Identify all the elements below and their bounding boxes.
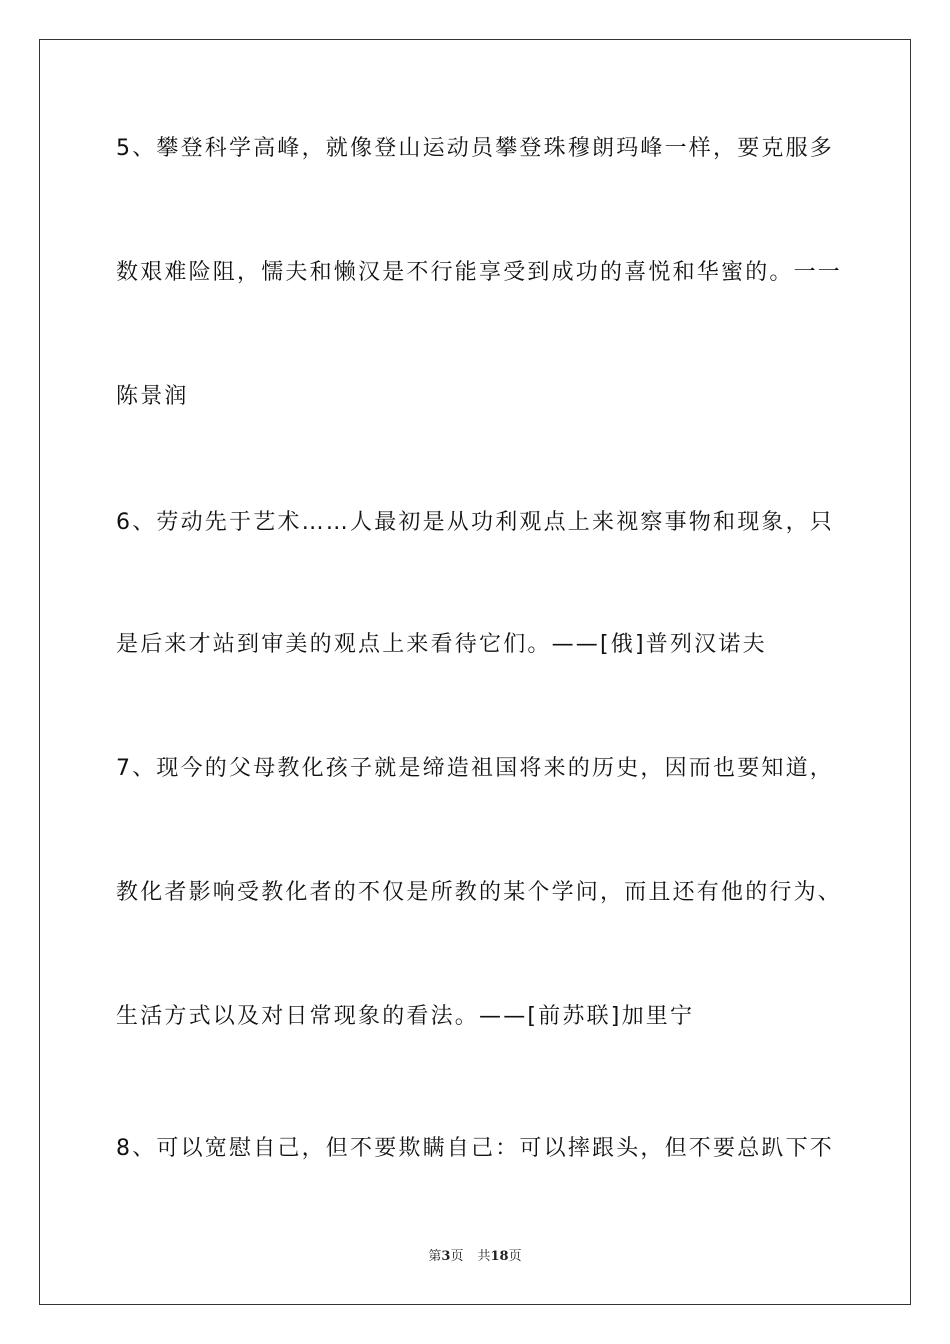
text-line-9: 8、可以宽慰自己，但不要欺瞒自己：可以摔跟头，但不要总趴下不 <box>116 1136 834 1161</box>
page-number: 3 <box>441 1249 451 1264</box>
total-suffix: 页 <box>508 1249 522 1264</box>
text-line-1: 5、攀登科学高峰，就像登山运动员攀登珠穆朗玛峰一样，要克服多 <box>116 136 834 161</box>
text-line-3: 陈景润 <box>116 384 189 409</box>
text-line-2: 数艰难险阻，懦夫和懒汉是不行能享受到成功的喜悦和华蜜的。一一 <box>116 260 843 285</box>
text-line-5: 是后来才站到审美的观点上来看待它们。——[俄]普列汉诺夫 <box>116 632 767 657</box>
page-footer <box>0 1248 950 1266</box>
total-prefix: 共 <box>477 1249 491 1264</box>
page-border <box>39 39 911 1305</box>
text-line-4: 6、劳动先于艺术……人最初是从功利观点上来视察事物和现象，只 <box>116 510 834 535</box>
page-prefix: 第 <box>428 1249 442 1264</box>
total-pages: 18 <box>490 1249 509 1264</box>
page-suffix: 页 <box>450 1249 464 1264</box>
text-line-6: 7、现今的父母教化孩子就是缔造祖国将来的历史，因而也要知道， <box>116 756 834 781</box>
text-line-8: 生活方式以及对日常现象的看法。——[前苏联]加里宁 <box>116 1004 695 1029</box>
text-line-7: 教化者影响受教化者的不仅是所教的某个学问，而且还有他的行为、 <box>116 880 843 905</box>
